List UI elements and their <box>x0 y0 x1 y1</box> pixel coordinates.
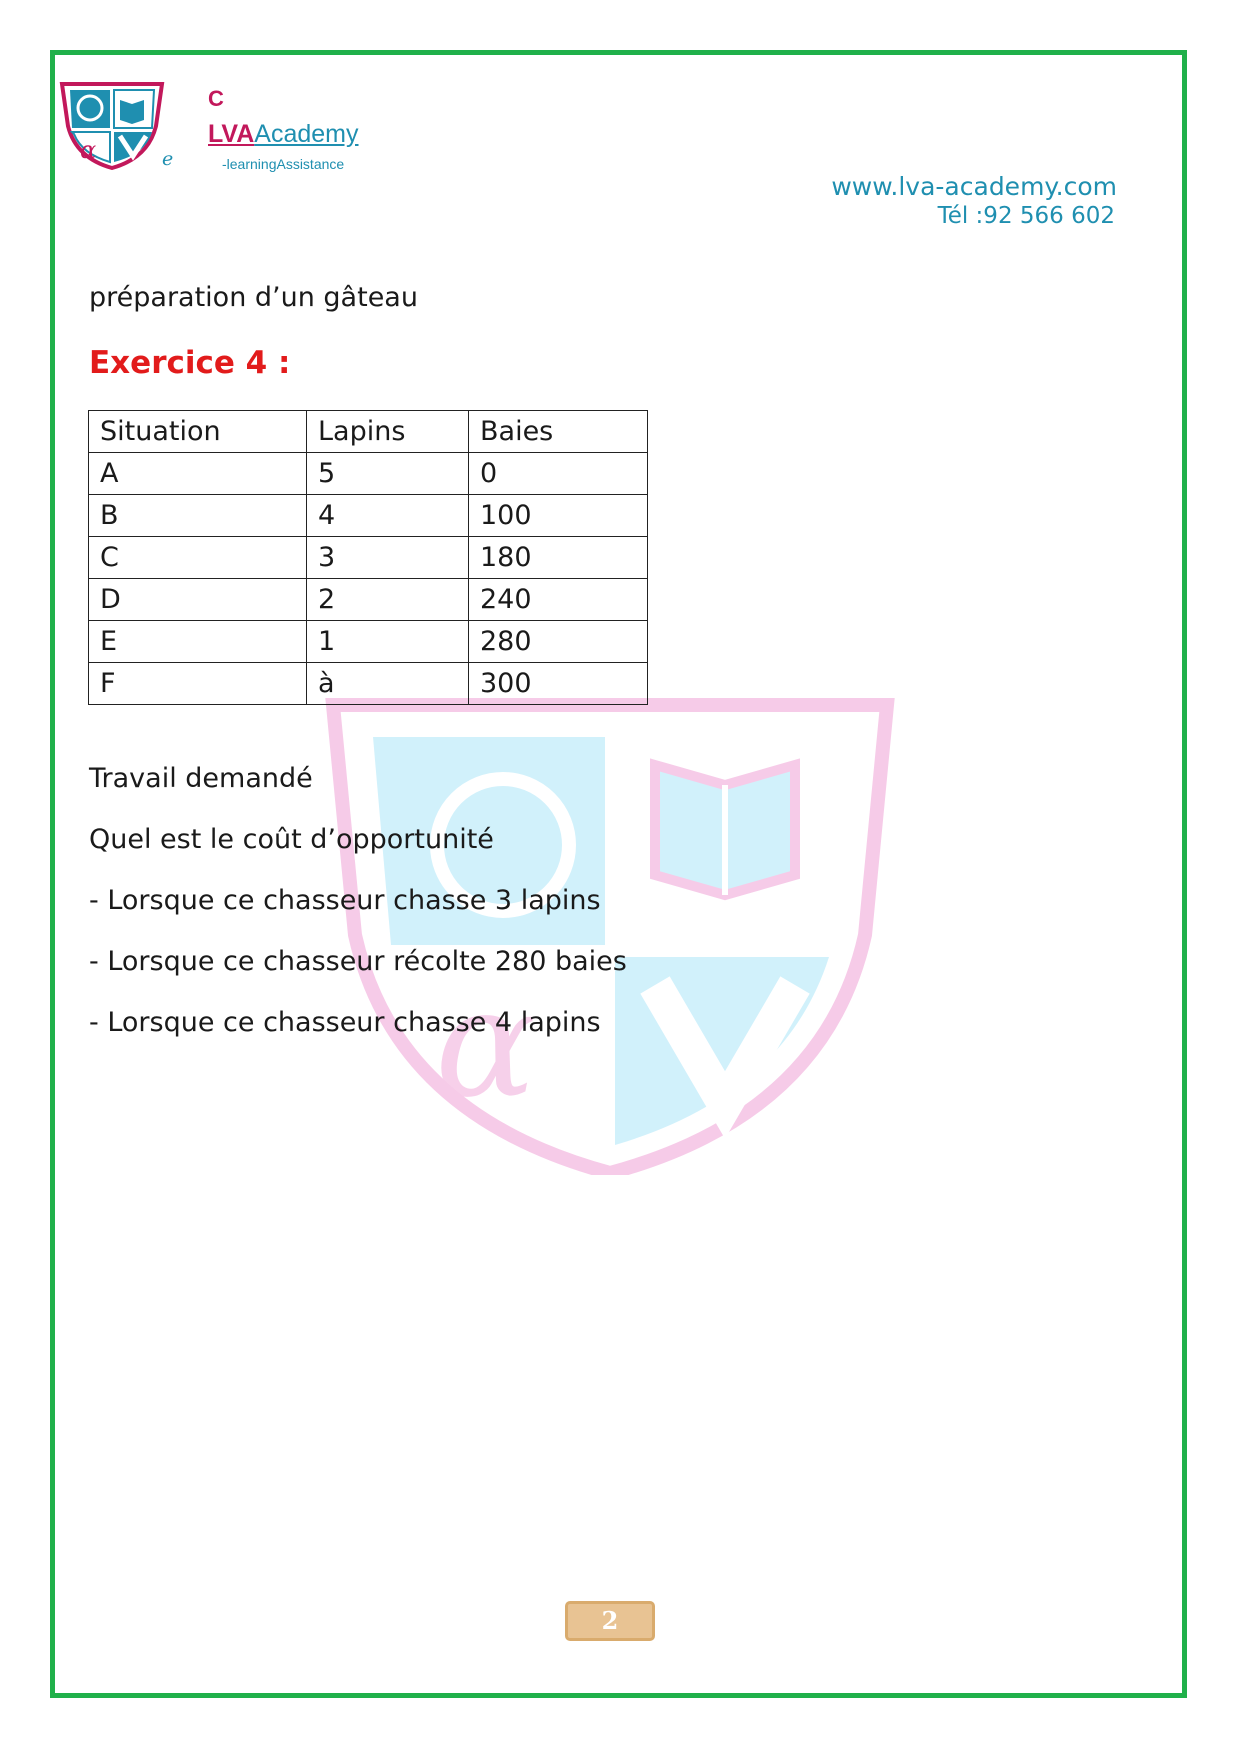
brand-lva: LVA <box>208 120 255 148</box>
table-header-cell: Baies <box>469 411 648 453</box>
bullet-item: - Lorsque ce chasseur récolte 280 baies <box>89 946 627 977</box>
table-cell: A <box>89 453 307 495</box>
brand-name <box>208 120 359 149</box>
table-row <box>89 621 648 663</box>
table-row <box>89 495 648 537</box>
table-cell: C <box>89 537 307 579</box>
table-row <box>89 663 648 705</box>
table-cell: 3 <box>307 537 469 579</box>
intro-line: préparation d’un gâteau <box>89 282 418 313</box>
question-text: Quel est le coût d’opportunité <box>89 824 494 855</box>
svg-text:α: α <box>80 136 97 164</box>
table-cell: 0 <box>469 453 648 495</box>
table-cell: à <box>307 663 469 705</box>
table-cell: 280 <box>469 621 648 663</box>
bullet-item: - Lorsque ce chasseur chasse 3 lapins <box>89 885 601 916</box>
table-cell: 4 <box>307 495 469 537</box>
brand-letter-e: e <box>162 148 174 170</box>
table-header-cell: Situation <box>89 411 307 453</box>
table-cell: 300 <box>469 663 648 705</box>
table-cell: 2 <box>307 579 469 621</box>
brand-letter-c: C <box>208 86 224 111</box>
brand-academy: Academy <box>254 120 359 148</box>
task-heading: Travail demandé <box>89 763 313 794</box>
table-header-cell: Lapins <box>307 411 469 453</box>
table-cell: E <box>89 621 307 663</box>
table-cell: 240 <box>469 579 648 621</box>
lva-shield-logo-icon <box>58 78 166 170</box>
table-cell: D <box>89 579 307 621</box>
table-cell: B <box>89 495 307 537</box>
table-cell: F <box>89 663 307 705</box>
table-cell: 5 <box>307 453 469 495</box>
brand-tagline: -learningAssistance <box>222 156 345 172</box>
page-number-badge: 2 <box>565 1601 655 1641</box>
table-row <box>89 453 648 495</box>
table-row <box>89 579 648 621</box>
table-cell: 1 <box>307 621 469 663</box>
table-row <box>89 537 648 579</box>
exercise-title: Exercice 4 : <box>89 345 291 381</box>
telephone-number: Tél :92 566 602 <box>937 203 1115 229</box>
website-link[interactable]: www.lva-academy.com <box>831 172 1117 201</box>
svg-text:α: α <box>435 957 537 1131</box>
table-cell: 180 <box>469 537 648 579</box>
table-cell: 100 <box>469 495 648 537</box>
situation-table <box>88 410 648 705</box>
table-header-row <box>89 411 648 453</box>
bullet-item: - Lorsque ce chasseur chasse 4 lapins <box>89 1007 601 1038</box>
lva-shield-watermark-icon <box>325 695 895 1175</box>
